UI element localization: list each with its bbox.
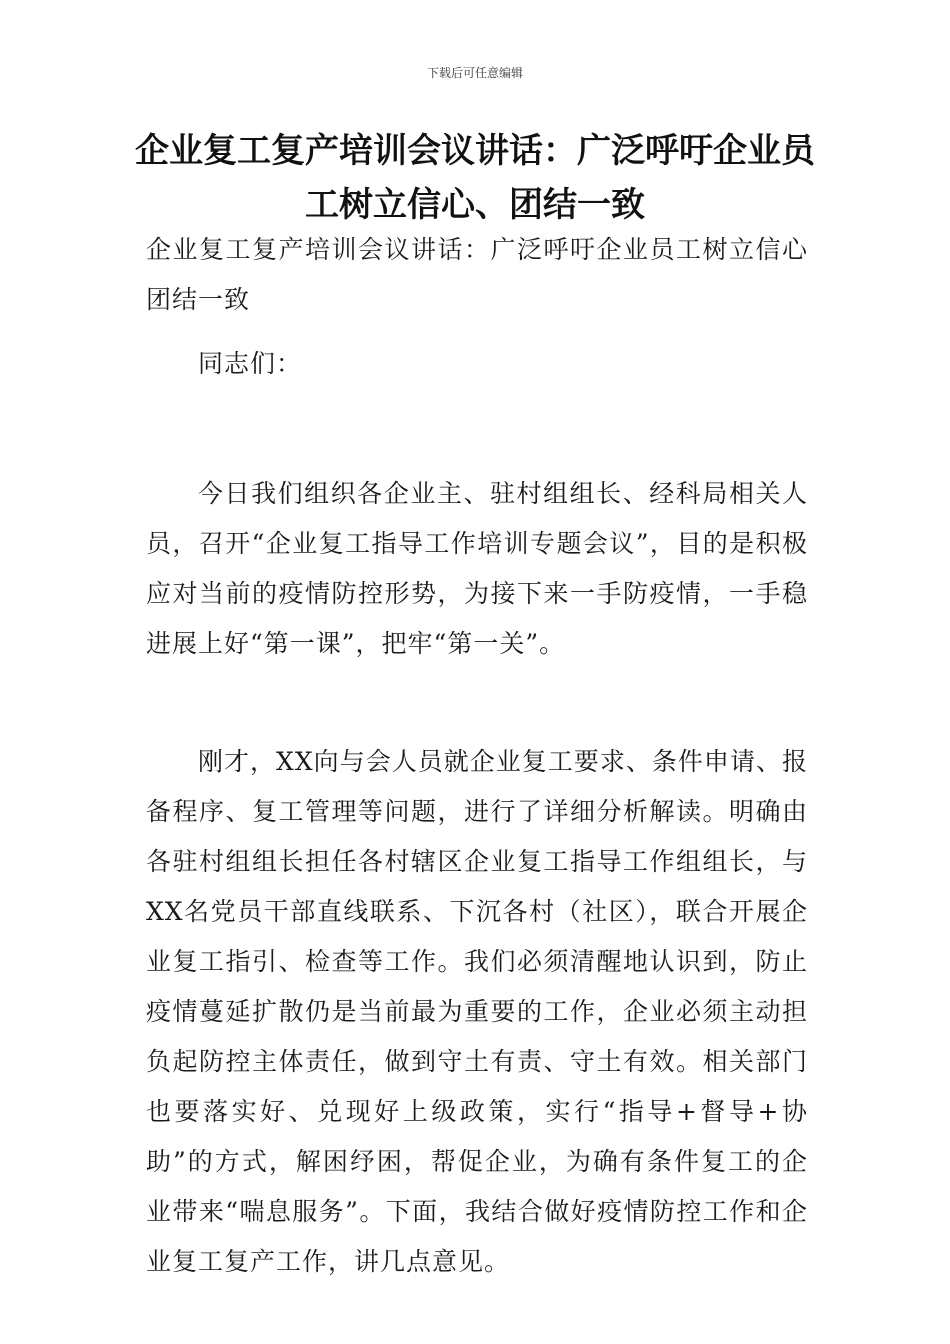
document-title: 企业复工复产培训会议讲话：广泛呼吁企业员工树立信心、团结一致 <box>135 131 815 225</box>
header-note: 下载后可任意编辑 <box>426 66 523 80</box>
body-paragraph-2: 刚才，XX向与会人员就企业复工要求、条件申请、报备程序、复工管理等问题，进行了详细分析解读。明确由各驻村组组长担任各村辖区企业复工指导工作组组长，与XX名党员干部直线联系、下沉各村（社区），联合开展企业复工指引、检查等工作。我们必须清醒地认识到，防止疫情蔓延扩散仍是当前最为重要的工作，企业必须主动担负起防控主体责任，做到守土有责、守土有效。相关部门也要落实好、兑现好上级政策，实行“指导+督导+协助”的方式，解困纾困，帮促企业，为确有条件复工的企业带来“喘息服务”。下面，我结合做好疫情防控工作和企业复工复产工作，讲几点意见。 <box>146 747 808 1276</box>
salutation-paragraph: 同志们： <box>198 349 303 378</box>
document-body <box>146 225 808 1287</box>
body-paragraph-1: 今日我们组织各企业主、驻村组组长、经科局相关人员，召开“企业复工指导工作培训专题会议”，目的是积极应对当前的疫情防控形势，为接下来一手防疫情，一手稳进展上好“第一课”，把牢“第一关”。 <box>146 479 808 658</box>
subtitle-paragraph: 企业复工复产培训会议讲话：广泛呼吁企业员工树立信心团结一致 <box>146 235 808 314</box>
